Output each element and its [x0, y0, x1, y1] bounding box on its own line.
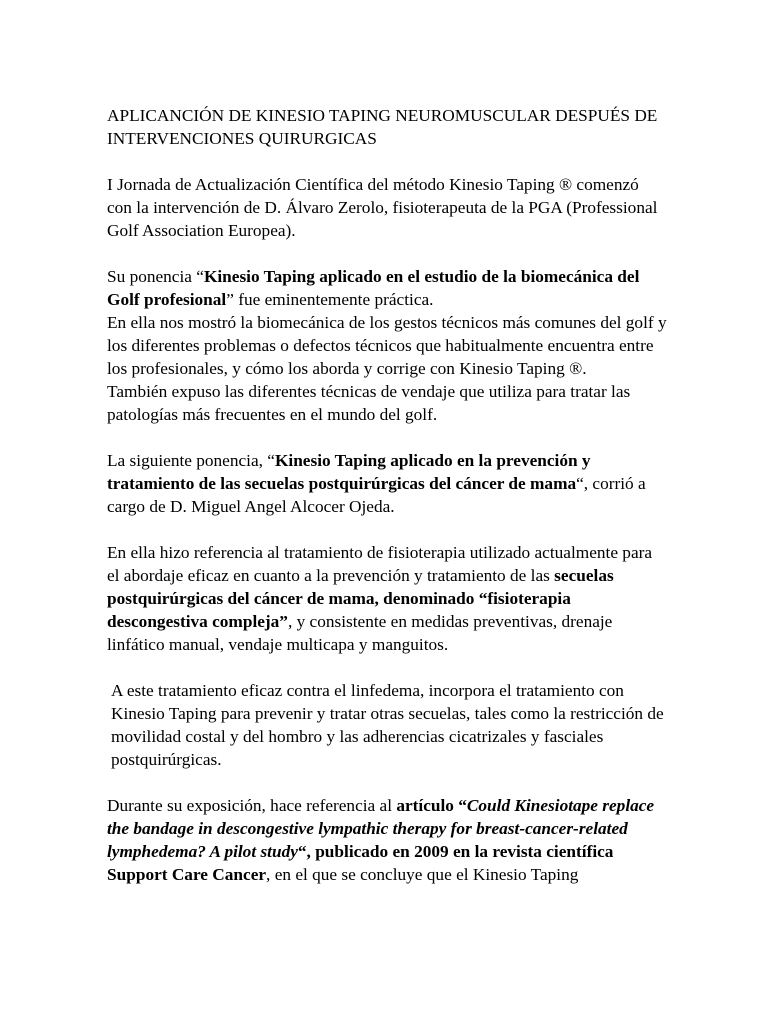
- text-run: En ella hizo referencia al tratamiento de fisioterapia utilizado actualmente para el abordaje eficaz en cuanto a la prevención y tratamiento de las: [107, 543, 653, 585]
- paragraph-cancer-talk: [107, 449, 668, 518]
- document-title: APLICANCIÓN DE KINESIO TAPING NEUROMUSCULAR DESPUÉS DE INTERVENCIONES QUIRURGICAS: [107, 106, 658, 148]
- paragraph-biomechanics: En ella nos mostró la biomecánica de los gestos técnicos más comunes del golf y los diferentes problemas o defectos técnicos que habitualmente encuentra entre los profesionales, y cómo los aborda y corrige con Kinesio Taping ®.: [107, 313, 667, 378]
- spacer: [107, 771, 668, 794]
- paragraph-physiotherapy: [107, 541, 668, 656]
- bold-phrase: artículo “: [396, 796, 467, 815]
- text-run: Durante su exposición, hace referencia al: [107, 796, 397, 815]
- spacer: [107, 518, 668, 541]
- talk-title-golf: Kinesio Taping aplicado en el estudio de la biomecánica del Golf profesional: [107, 267, 640, 309]
- text-run: , y consistente en medidas preventivas, drenaje linfático manual, vendaje multicapa y manguitos.: [107, 612, 613, 654]
- spacer: [107, 426, 668, 449]
- bold-phrase: “, publicado en 2009 en la revista científica Support Care Cancer: [107, 842, 614, 884]
- paragraph-lymphedema: A este tratamiento eficaz contra el linfedema, incorpora el tratamiento con Kinesio Taping para prevenir y tratar otras secuelas, tales como la restricción de movilidad costal y del hombro y las adherencias cicatrizales y fasciales postquirúrgicas.: [111, 681, 664, 769]
- text-run: ” fue eminentemente práctica.: [226, 290, 434, 309]
- bold-phrase: secuelas postquirúrgicas del cáncer de mama, denominado “fisioterapia descongestiva compleja”: [107, 566, 614, 631]
- paragraph-techniques: También expuso las diferentes técnicas de vendaje que utiliza para tratar las patologías más frecuentes en el mundo del golf.: [107, 382, 631, 424]
- text-run: Su ponencia “: [107, 267, 204, 286]
- spacer: [107, 242, 668, 265]
- paragraph-article: [107, 794, 668, 886]
- paragraph-intro: I Jornada de Actualización Científica del método Kinesio Taping ® comenzó con la intervención de D. Álvaro Zerolo, fisioterapeuta de la PGA (Professional Golf Association Europea).: [107, 175, 658, 240]
- text-run: “, corrió a cargo de D. Miguel Angel Alcocer Ojeda.: [107, 474, 646, 516]
- spacer: [107, 656, 668, 679]
- talk-title-cancer: Kinesio Taping aplicado en la prevención y tratamiento de las secuelas postquirúrgicas del cáncer de mama: [107, 451, 591, 493]
- text-run: , en el que se concluye que el Kinesio Taping: [266, 865, 579, 884]
- article-title: Could Kinesiotape replace the bandage in descongestive lympathic therapy for breast-cancer-related lymphedema? A pilot study: [107, 796, 655, 861]
- paragraph-golf-talk: [107, 265, 668, 311]
- text-run: La siguiente ponencia, “: [107, 451, 275, 470]
